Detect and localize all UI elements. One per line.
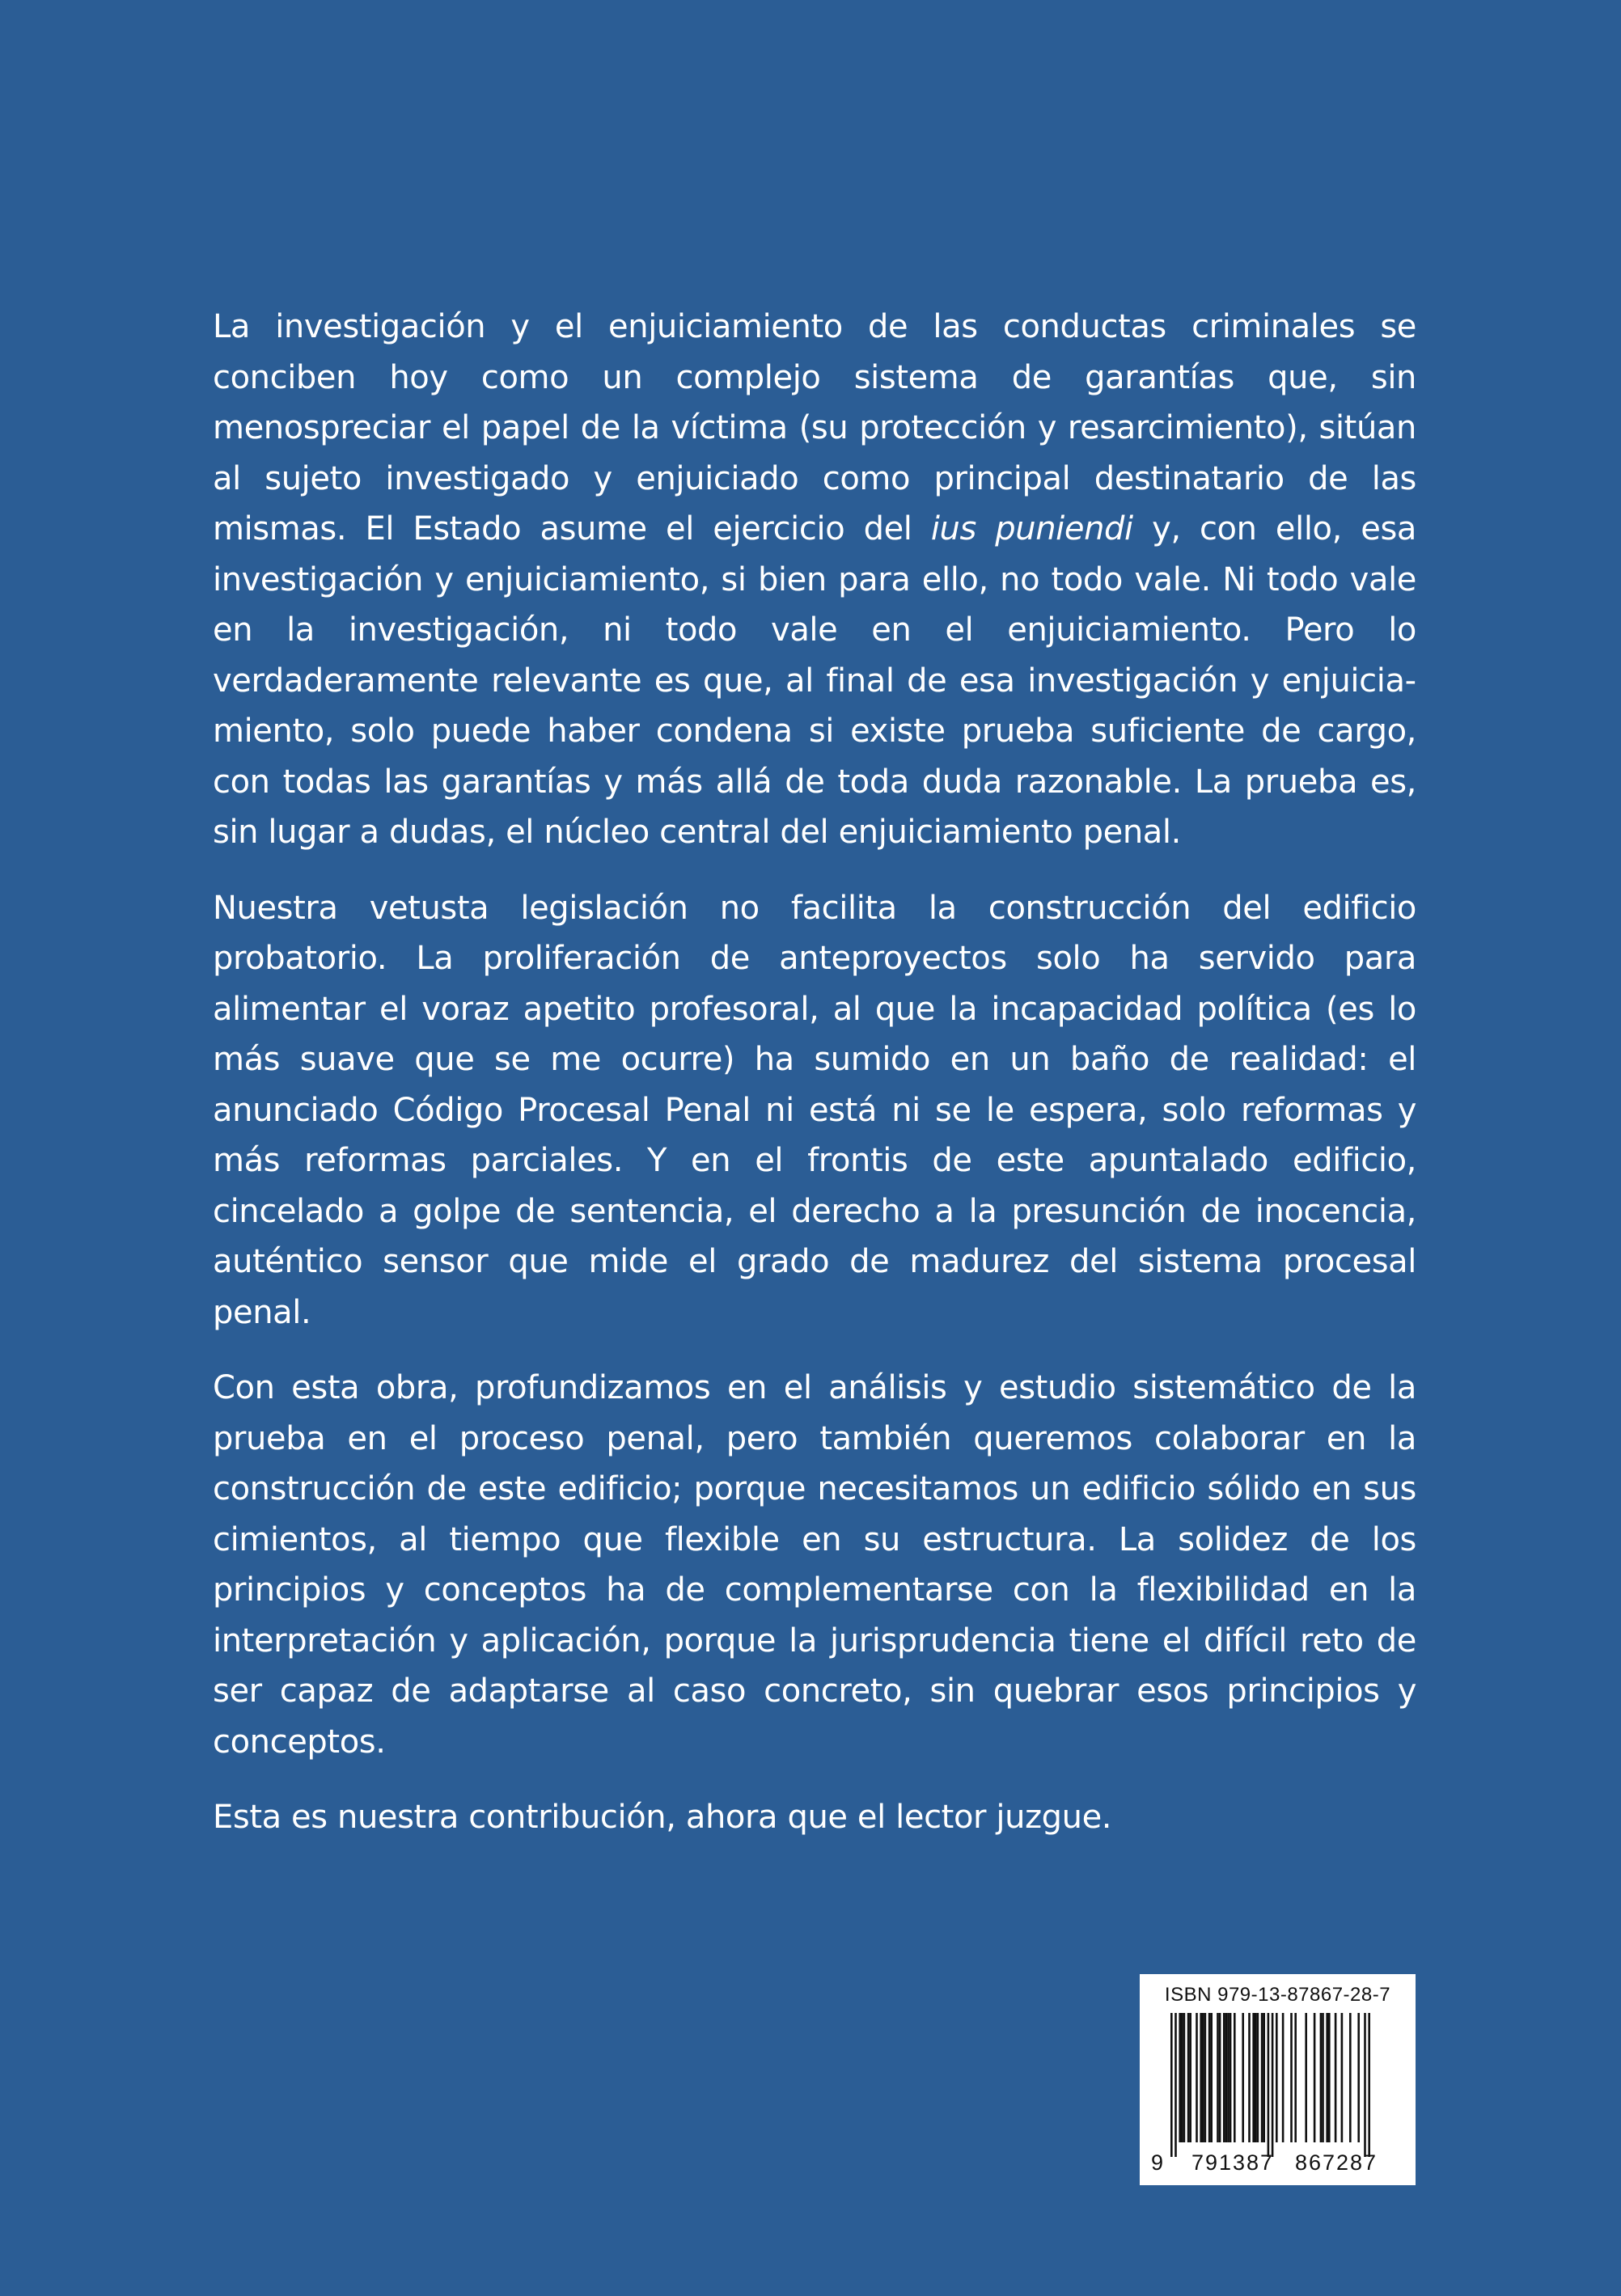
synopsis-paragraph-2: Nuestra vetusta legislación no facilita la construcción del edificio probatorio. La proliferación de anteproyectos solo ha servido para alimentar el voraz apetito profesoral, al que la incapacidad política (es lo más suave que se me ocurre) ha sumido en un baño de realidad: el anunciado Código Procesal Penal ni está ni se le espera, solo reformas y más reformas parciales. Y en el frontis de este apuntalado edificio, cincelado a golpe de sentencia, el derecho a la presunción de inocencia, auténtico sensor que mide el grado de madurez del sistema procesal penal. [213,889,1416,1331]
barcode-bar [1183,2013,1186,2142]
synopsis-italic-term: ius puniendi [930,510,1133,548]
synopsis-paragraph-1-continuation: y, con ello, esa investigación y enjuiciamiento, si bien para ello, no todo vale. Ni todo vale en la investigación, ni todo vale en el enjuiciamiento. Pero lo verdaderamente relevante es que, al final de esa investigación y enjuiciamiento, solo puede haber condena si existe prueba suficiente de cargo, con todas las garantías y más allá de toda duda razonable. La prueba es, sin lugar a dudas, el núcleo central del enjuiciamiento penal. [213,510,1416,851]
barcode-bar [1204,2013,1207,2142]
barcode-bar [1335,2013,1337,2142]
barcode-bar [1200,2013,1202,2142]
barcode-bar [1255,2013,1257,2142]
barcode-bar [1257,2013,1259,2142]
barcode-digits-right: 867287 [1294,2150,1378,2175]
barcode-bar [1368,2013,1370,2157]
synopsis-paragraph-1 [213,302,1416,858]
barcode-bar [1170,2013,1173,2157]
barcode-bar [1181,2013,1183,2142]
barcode-bar [1263,2013,1265,2142]
barcode-bar [1234,2013,1236,2142]
barcode-bar [1357,2013,1360,2142]
barcode-bar [1189,2013,1191,2142]
synopsis-paragraph-4: Esta es nuestra contribución, ahora que el lector juzgue. [213,1799,1112,1836]
barcode-bar [1230,2013,1232,2142]
barcode-bar [1208,2013,1211,2142]
barcode-bar [1261,2013,1263,2142]
barcode-bar [1219,2013,1221,2142]
synopsis-paragraph-1-text: La investigación y el enjuiciamiento de las conductas criminales se conciben hoy como un complejo sistema de garantías que, sin menospreciar el papel de la víctima (su protección y resarcimiento), sitúan al sujeto investigado y enjuiciado como principal destinatario de las mismas. El Estado asume el ejercicio del [213,308,1416,548]
barcode-bar [1179,2013,1181,2142]
barcode-bar [1328,2013,1331,2142]
synopsis-paragraph-3: Con esta obra, profundizamos en el análisis y estudio sistemático de la prueba en el proceso penal, pero también queremos colaborar en la construcción de este edificio; porque necesitamos un edificio sólido en sus cimientos, al tiempo que flexible en su estructura. La solidez de los principios y conceptos ha de complementarse con la flexibilidad en la interpretación y aplicación, porque la jurisprudencia tiene el difícil reto de ser capaz de adaptarse al caso concreto, sin quebrar esos principios y conceptos. [213,1369,1416,1761]
barcode-digits-left: 791387 [1191,2150,1275,2175]
barcode-bar [1174,2013,1177,2157]
synopsis-text [213,302,1416,1868]
barcode-bar [1225,2013,1228,2142]
isbn-barcode [1140,1974,1416,2185]
barcode-bar [1294,2013,1297,2142]
barcode-bar [1268,2013,1270,2157]
barcode-bar [1217,2013,1219,2142]
barcode-bar [1314,2013,1316,2142]
barcode-bar [1242,2013,1244,2142]
barcode-bar [1227,2013,1230,2142]
barcode-bar [1322,2013,1324,2142]
barcode-bar [1210,2013,1213,2142]
barcode-bar [1282,2013,1285,2142]
barcode-bar [1196,2013,1198,2142]
barcode-digit-first: 9 [1151,2150,1164,2175]
barcode-bar [1320,2013,1323,2142]
barcode-bar [1326,2013,1328,2142]
barcode-bar [1349,2013,1352,2142]
barcode-bar [1248,2013,1251,2142]
barcode-bar [1290,2013,1293,2142]
barcode-bar [1202,2013,1204,2142]
barcode-bar [1305,2013,1307,2142]
barcode-bar [1272,2013,1274,2157]
barcode-bar [1252,2013,1255,2142]
barcode-bar [1364,2013,1366,2157]
barcode-bar [1276,2013,1278,2142]
barcode-bar [1187,2013,1190,2142]
barcode-bar [1341,2013,1344,2142]
barcode-bar [1223,2013,1225,2142]
isbn-label: ISBN 979-13-87867-28-7 [1164,1984,1391,2006]
